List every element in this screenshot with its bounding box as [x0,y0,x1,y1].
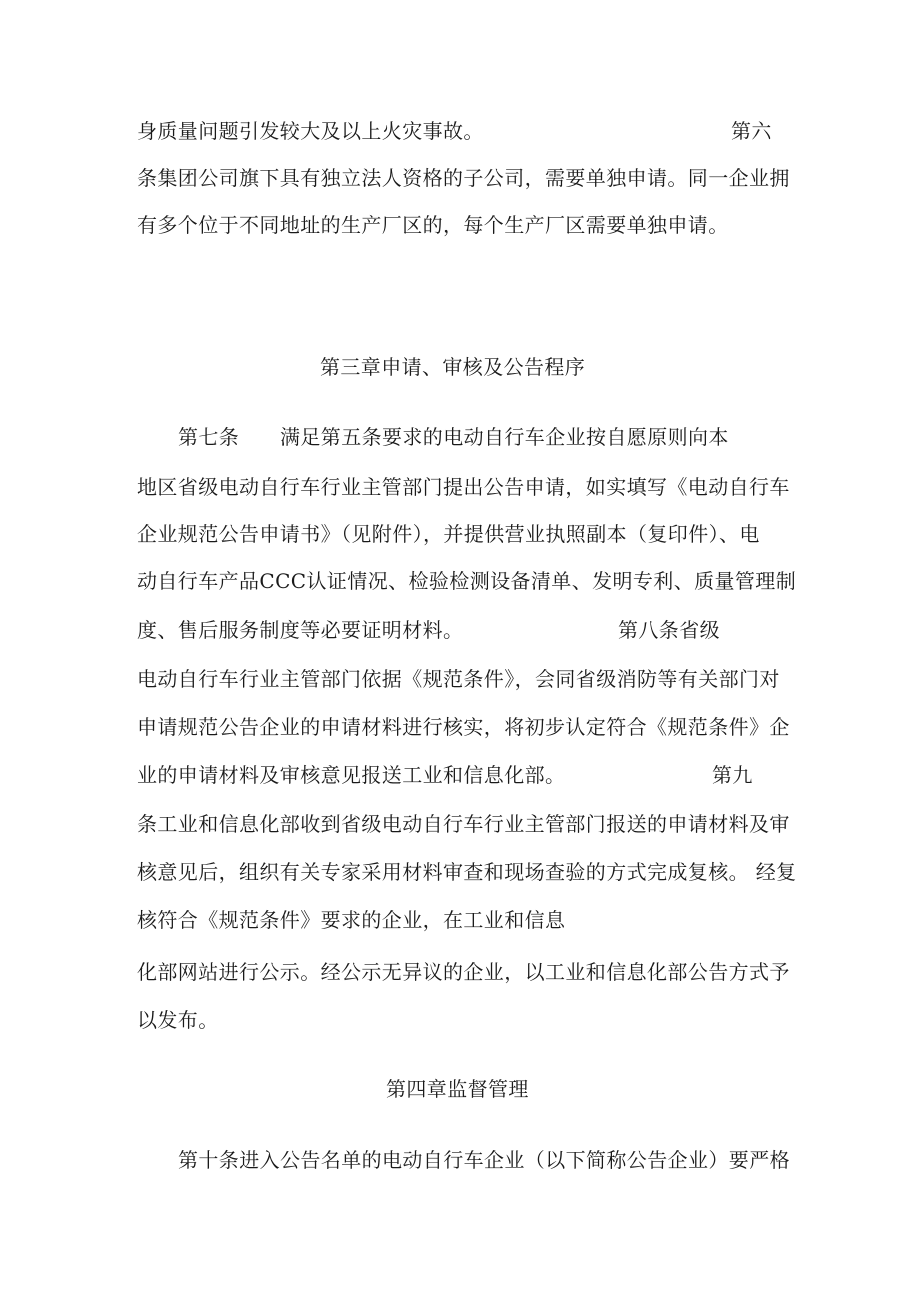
text-line-21: 以发布。 [137,1008,219,1032]
text-line-18: 核意见后，组织有关专家采用材料审查和现场查验的方式完成复核。 经复 [137,860,797,884]
chapter-4-heading: 第四章监督管理 [386,1077,529,1101]
text-line-11: 度、售后服务制度等必要证明材料。 [137,618,464,642]
text-line-8: 地区省级电动自行车行业主管部门提出公告申请，如实填写《电动自行车 [137,475,790,499]
text-line-12: 第八条省级 [618,618,720,642]
text-line-20: 化部网站进行公示。经公示无异议的企业，以工业和信息化部公告方式予 [137,960,790,984]
chapter-3-heading: 第三章申请、审核及公告程序 [320,355,586,379]
text-line-15: 业的申请材料及审核意见报送工业和信息化部。 [137,763,566,787]
text-line-13: 电动自行车行业主管部门依据《规范条件》，会同省级消防等有关部门对 [137,667,780,691]
text-line-16: 第九 [712,763,753,787]
text-line-19: 核符合《规范条件》要求的企业，在工业和信息 [137,908,566,932]
text-line-17: 条工业和信息化部收到省级电动自行车行业主管部门报送的申请材料及审 [137,812,790,836]
text-line-2: 第六 [731,119,772,143]
text-line-14: 申请规范公告企业的申请材料进行核实，将初步认定符合《规范条件》企 [137,715,790,739]
text-line-3: 条集团公司旗下具有独立法人资格的子公司，需要单独申请。同一企业拥 [137,166,790,190]
text-line-4: 有多个位于不同地址的生产厂区的，每个生产厂区需要单独申请。 [137,213,729,237]
article-7-label: 第七条 [178,425,240,449]
text-line-7: 满足第五条要求的电动自行车企业按自愿原则向本 [280,425,729,449]
text-line-9: 企业规范公告申请书》（见附件），并提供营业执照副本（复印件）、电 [137,522,760,546]
text-line-10: 动自行车产品CCC认证情况、检验检测设备清单、发明专利、质量管理制 [137,569,797,593]
text-line-1: 身质量问题引发较大及以上火灾事故。 [137,119,484,143]
text-line-23: 第十条进入公告名单的电动自行车企业（以下简称公告企业）要严格 [178,1148,790,1172]
